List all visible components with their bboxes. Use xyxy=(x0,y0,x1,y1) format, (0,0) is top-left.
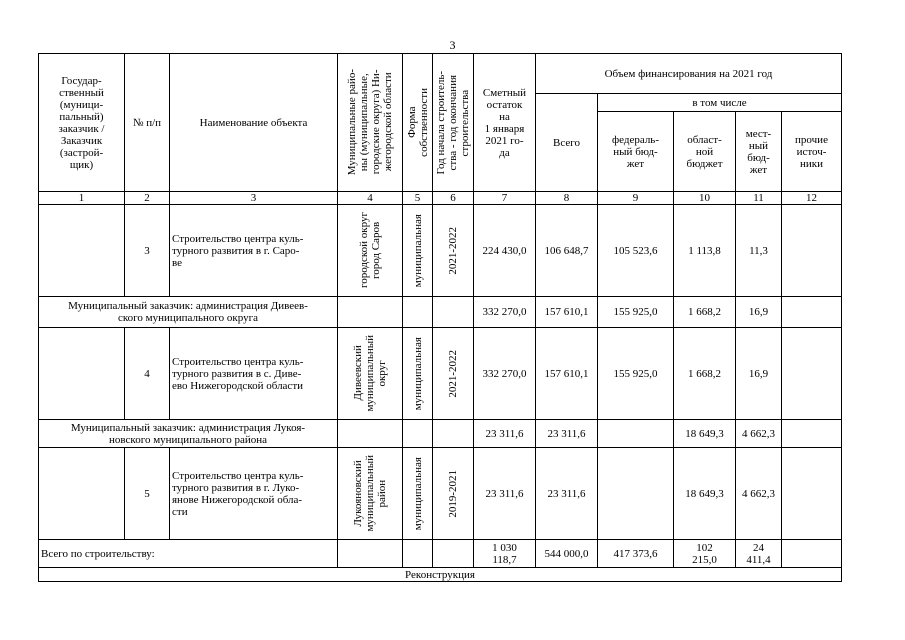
row-num: 5 xyxy=(125,448,170,540)
col-number: 9 xyxy=(598,192,674,205)
estimate-cell: 1 030 118,7 xyxy=(474,540,536,568)
district-text: Дивеевский муниципальный округ xyxy=(352,335,388,412)
header-object-name: Наименование объекта xyxy=(170,54,338,192)
local-cell: 24 411,4 xyxy=(736,540,782,568)
estimate-cell: 23 311,6 xyxy=(474,448,536,540)
total-cell: 23 311,6 xyxy=(536,448,598,540)
header-years xyxy=(433,54,474,192)
table-row xyxy=(39,420,842,448)
row-num: 4 xyxy=(125,328,170,420)
district-text: городской округ город Саров xyxy=(358,212,382,289)
header-num: № п/п xyxy=(125,54,170,192)
years-cell xyxy=(433,205,474,297)
header-total: Всего xyxy=(536,94,598,192)
col-number: 11 xyxy=(736,192,782,205)
total-row xyxy=(39,540,842,568)
col-number: 3 xyxy=(170,192,338,205)
col-number: 10 xyxy=(674,192,736,205)
local-cell: 4 662,3 xyxy=(736,420,782,448)
regional-cell: 1 113,8 xyxy=(674,205,736,297)
regional-cell: 1 668,2 xyxy=(674,328,736,420)
total-label: Всего по строительству: xyxy=(39,540,338,568)
header-incl: в том числе xyxy=(598,94,842,112)
header-districts-text: Муниципальные райо- ны (муниципальные, городские округа) Ни- жегородской области xyxy=(346,69,394,176)
object-name: Строительство центра куль- турного развития в г. Луко- янове Нижегородской обла- сти xyxy=(170,448,338,540)
years-cell xyxy=(433,328,474,420)
col-number: 6 xyxy=(433,192,474,205)
customer-label: Муниципальный заказчик: администрация Лукоя- новского муниципального района xyxy=(39,420,338,448)
district-text: Лукояновский муниципальный район xyxy=(352,455,388,532)
district-cell xyxy=(338,328,403,420)
column-numbers-row xyxy=(39,192,842,205)
section-row xyxy=(39,568,842,582)
district-cell xyxy=(338,205,403,297)
estimate-cell: 224 430,0 xyxy=(474,205,536,297)
regional-cell: 102 215,0 xyxy=(674,540,736,568)
object-name: Строительство центра куль- турного развития в г. Саро- ве xyxy=(170,205,338,297)
header-ownership xyxy=(403,54,433,192)
estimate-cell: 332 270,0 xyxy=(474,297,536,328)
object-name: Строительство центра куль- турного развития в с. Диве- ево Нижегородской области xyxy=(170,328,338,420)
regional-cell: 1 668,2 xyxy=(674,297,736,328)
ownership-cell xyxy=(403,328,433,420)
years-text: 2019-2021 xyxy=(447,469,459,518)
header-districts xyxy=(338,54,403,192)
header-years-text: Год начала строитель- ства - год окончания строительства xyxy=(435,70,471,175)
local-cell: 11,3 xyxy=(736,205,782,297)
header-financing: Объем финансирования на 2021 год xyxy=(536,54,842,94)
header-federal: федераль- ный бюд- жет xyxy=(598,112,674,192)
header-local: мест- ный бюд- жет xyxy=(736,112,782,192)
total-cell: 544 000,0 xyxy=(536,540,598,568)
federal-cell: 155 925,0 xyxy=(598,297,674,328)
col-number: 12 xyxy=(782,192,842,205)
regional-cell: 18 649,3 xyxy=(674,420,736,448)
financing-table xyxy=(38,53,842,582)
col-number: 7 xyxy=(474,192,536,205)
local-cell: 4 662,3 xyxy=(736,448,782,540)
ownership-cell xyxy=(403,448,433,540)
years-text: 2021-2022 xyxy=(447,349,459,398)
total-cell: 157 610,1 xyxy=(536,297,598,328)
table-row xyxy=(39,448,842,540)
table-row xyxy=(39,205,842,297)
header-ownership-text: Форма собственности xyxy=(405,88,430,157)
col-number: 8 xyxy=(536,192,598,205)
years-cell xyxy=(433,448,474,540)
total-cell: 23 311,6 xyxy=(536,420,598,448)
customer-label: Муниципальный заказчик: администрация Дивеев- ского муниципального округа xyxy=(39,297,338,328)
local-cell: 16,9 xyxy=(736,297,782,328)
page-number: 3 xyxy=(449,38,456,52)
federal-cell: 105 523,6 xyxy=(598,205,674,297)
header-other: прочие источ- ники xyxy=(782,112,842,192)
district-cell xyxy=(338,448,403,540)
ownership-cell xyxy=(403,205,433,297)
ownership-text: муниципальная xyxy=(411,336,424,411)
col-number: 4 xyxy=(338,192,403,205)
ownership-text: муниципальная xyxy=(411,456,424,531)
estimate-cell: 332 270,0 xyxy=(474,328,536,420)
table-row xyxy=(39,297,842,328)
local-cell: 16,9 xyxy=(736,328,782,420)
total-cell: 106 648,7 xyxy=(536,205,598,297)
header-regional: област- ной бюджет xyxy=(674,112,736,192)
ownership-text: муниципальная xyxy=(411,213,424,288)
years-text: 2021-2022 xyxy=(447,226,459,275)
federal-cell: 155 925,0 xyxy=(598,328,674,420)
header-estimate: Сметный остаток на 1 января 2021 го- да xyxy=(474,54,536,192)
header-customer: Государ- ственный (муници- пальный) заказчик / Заказчик (застрой- щик) xyxy=(39,54,125,192)
col-number: 5 xyxy=(403,192,433,205)
federal-cell: 417 373,6 xyxy=(598,540,674,568)
table-row xyxy=(39,328,842,420)
estimate-cell: 23 311,6 xyxy=(474,420,536,448)
total-cell: 157 610,1 xyxy=(536,328,598,420)
section-title: Реконструкция xyxy=(39,568,842,582)
col-number: 2 xyxy=(125,192,170,205)
col-number: 1 xyxy=(39,192,125,205)
regional-cell: 18 649,3 xyxy=(674,448,736,540)
row-num: 3 xyxy=(125,205,170,297)
